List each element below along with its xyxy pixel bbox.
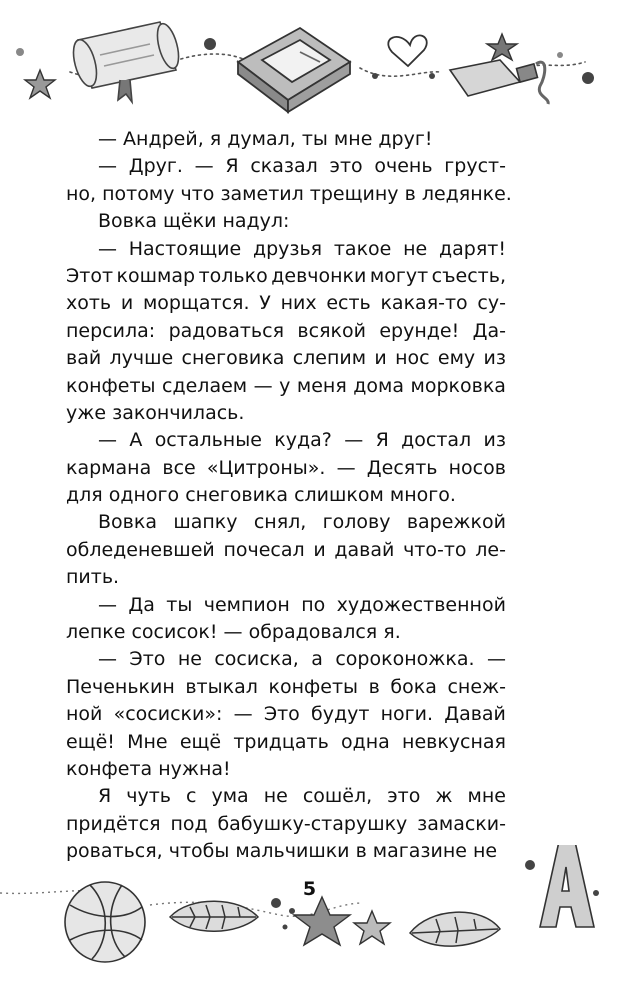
text-line: конфеты сделаем — у меня дома морковка: [66, 374, 506, 397]
text-line: Печенькин втыкал конфеты в бока снеж-: [66, 675, 506, 698]
text-line: Этот кошмар только девчонки могут съесть,: [66, 264, 506, 287]
text-line: уже закончилась.: [66, 401, 245, 424]
text-line: но, потому что заметил трещину в ледянке.: [66, 182, 512, 205]
text-line: обледеневшей почесал и давай что-то ле-: [66, 538, 506, 561]
ball-icon: [65, 882, 145, 962]
text-line: Я чуть с ума не сошёл, это ж мне: [98, 785, 506, 808]
star-icon: [294, 897, 390, 945]
text-line: вай лучше снеговика слепим и нос ему из: [66, 347, 506, 370]
text-line: хоть и морщатся. У них есть какая-то су-: [66, 292, 506, 315]
heart-icon: [388, 35, 426, 66]
text-line: — Это не сосиска, а сороконожка. —: [98, 648, 506, 671]
scroll-icon: [69, 21, 183, 102]
text-line: лепке сосисок! — обрадовался я.: [66, 621, 401, 644]
text-line: ещё! Мне ещё тридцать одна невкусная: [66, 730, 506, 753]
text-line: придётся под бабушку-старушку замаски-: [66, 812, 506, 835]
text-line: ной «сосиски»: — Это будут ноги. Давай: [66, 703, 506, 726]
bead-icon: [204, 38, 216, 50]
text-line: конфета нужна!: [66, 757, 231, 780]
page-number: 5: [302, 878, 317, 900]
text-line: — Друг. — Я сказал это очень груст-: [98, 155, 506, 178]
dots-icon: [593, 890, 599, 896]
text-line: Вовка шапку снял, голову варежкой: [98, 511, 506, 534]
text-line: персила: радоваться всякой ерунде! Да-: [66, 319, 506, 342]
toothpaste-icon: [450, 60, 548, 104]
text-line: Вовка щёки надул:: [98, 210, 290, 233]
book-icon: [238, 28, 350, 112]
text-line: пить.: [66, 566, 120, 589]
bottom-ornament: [0, 845, 619, 1000]
letter-a-icon: [540, 845, 594, 927]
text-line: для одного снеговика слишком много.: [66, 484, 456, 507]
text-line: — Андрей, я думал, ты мне друг!: [98, 128, 433, 150]
top-ornament: [0, 0, 619, 125]
body-text: [66, 126, 512, 866]
text-line: роваться, чтобы мальчишки в магазине не: [66, 840, 498, 863]
text-line: кармана все «Цитроны». — Десять носов: [66, 456, 506, 479]
text-line: — А остальные куда? — Я достал из: [98, 429, 506, 452]
text-line: — Да ты чемпион по художественной: [98, 593, 506, 616]
text-line: — Настоящие друзья такое не дарят!: [98, 237, 506, 260]
